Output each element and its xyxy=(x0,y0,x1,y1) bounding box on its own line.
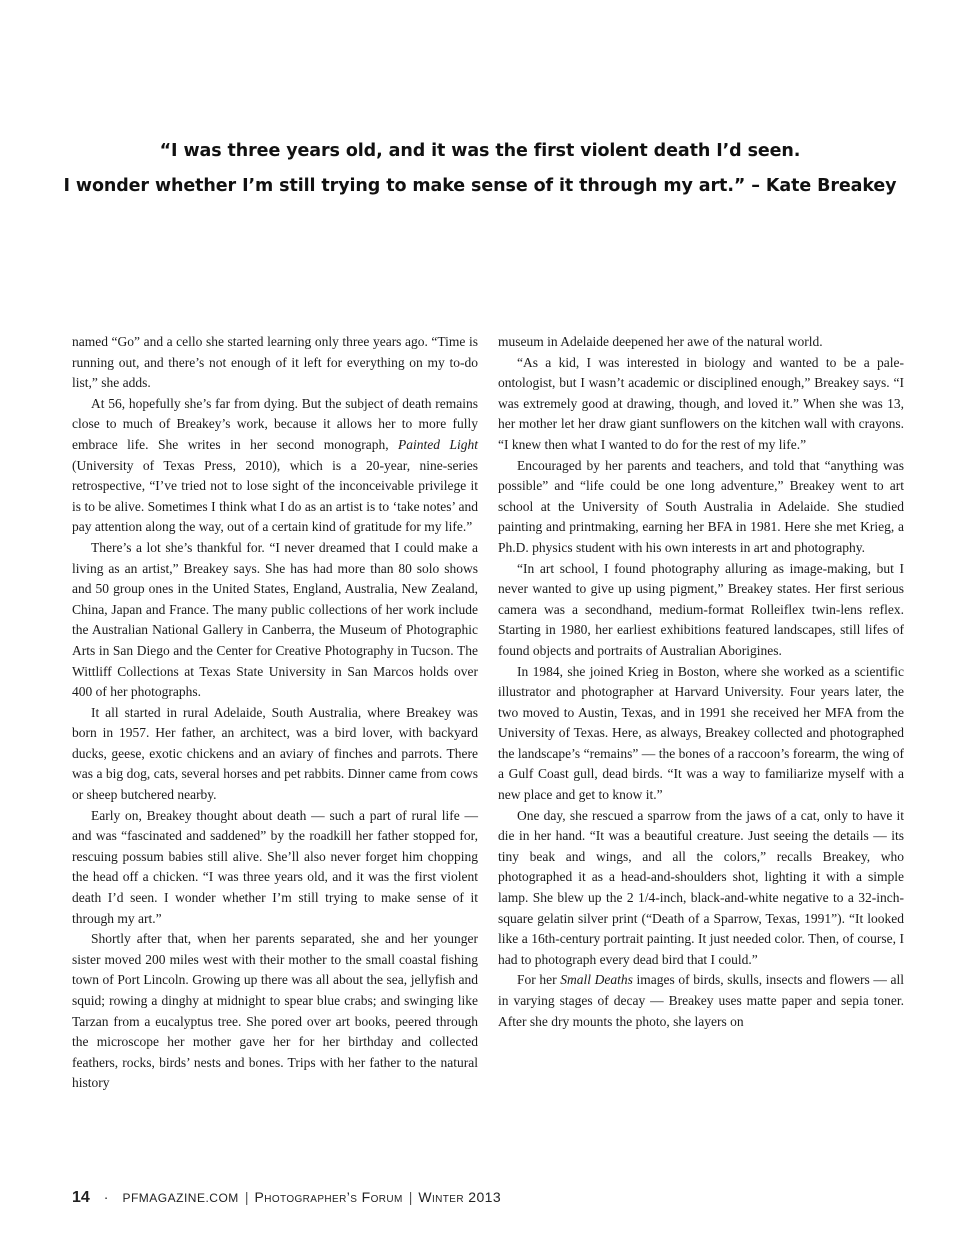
paragraph: museum in Adelaide deepened her awe of the natural world. xyxy=(498,334,823,349)
right-column xyxy=(498,332,904,1032)
footer-divider: | xyxy=(408,1189,413,1205)
paragraph: Shortly after that, when her parents separated, she and her younger sister moved 200 miles west with their mother to the small coastal fishing town of Port Lincoln. Growing up there was all about the sea, jellyfish and squid; rowing a dinghy at midnight to spear blue crabs; and swinging like Tarzan from a eucalyptus tree. She pored over art books, peered through the microscope her mother gave her for her birthday and collected feathers, rocks, birds’ nests and bones. Trips with her father to the natural history xyxy=(72,931,478,1091)
footer-separator: · xyxy=(103,1189,109,1205)
pull-quote-line-1: “I was three years old, and it was the first violent death I’d seen. xyxy=(159,141,801,161)
paragraph: For her Small Deaths images of birds, skulls, insects and flowers — all in varying stages of decay — Breakey uses matte paper and sepia toner. After she dry mounts the photo, she layers on xyxy=(498,972,904,1029)
paragraph: It all started in rural Adelaide, South Australia, where Breakey was born in 1957. Her father, an architect, was a bird lover, with backyard ducks, geese, exotic chickens and an aviary of finches and parrots. There was a big dog, cats, several horses and pet rabbits. Dinner came from cows or sheep butchered nearby. xyxy=(72,704,478,803)
page-number: 14 xyxy=(72,1189,90,1206)
pull-quote xyxy=(0,134,960,204)
book-title: Painted Light xyxy=(398,436,478,452)
paragraph: Early on, Breakey thought about death — such a part of rural life — and was “fascinated and saddened” by the roadkill her father stopped for, rescuing possum babies still alive. She’ll also never forget him chopping the head off a chicken. “I was three years old, and it was the first violent death I’d seen. I wonder whether I’m still trying to make sense of it through my art.” xyxy=(72,807,478,926)
series-title: Small Deaths xyxy=(560,972,633,988)
paragraph: One day, she rescued a sparrow from the jaws of a cat, only to have it die in her hand. “It was a beautiful creature. Just seeing the details — its tiny beak and wings, and all the colors,” recalls Breakey, who photographed it as a head-and-shoulders shot, lighting it with a simple lamp. She blew up the 2 1/4-inch, black-and-white negative to a 32-inch-square gelatin silver print (“Death of a Sparrow, Texas, 1991”). “It looked like a 16th-century portrait painting. It just needed color. Then, of course, I had to photograph every dead bird that I could.” xyxy=(498,807,904,967)
footer-website: PFMAGAZINE.COM xyxy=(122,1191,239,1205)
paragraph: Encouraged by her parents and teachers, and told that “anything was possible” and “life could be one long adventure,” Breakey went to art school at the University of South Australia in Adelaide. She studied painting and printmaking, earning her BFA in 1981. Here she met Krieg, a Ph.D. physics student with his own interests in art and photography. xyxy=(498,457,904,555)
footer-publication: Photographer’s Forum xyxy=(254,1189,403,1205)
paragraph: There’s a lot she’s thankful for. “I never dreamed that I could make a living as an artist,” Breakey says. She has had more than 80 solo shows and 50 group ones in the United States, England, Australia, New Zealand, China, Japan and France. The many public collections of her work include the Australian National Gallery in Canberra, the Museum of Photographic Arts in San Diego and the Center for Creative Photography in Tucson. The Wittliff Collections at Texas State University in San Marcos holds over 400 of her photographs. xyxy=(72,539,478,700)
paragraph: “As a kid, I was interested in biology and wanted to be a paleontologist, but I wasn’t academic or disciplined enough,” Breakey says. “I was extremely good at drawing, though, and loved it.” When she was 13, her mother let her draw giant sunflowers on the kitchen wall with crayons. “I knew then what I wanted to do for the rest of my life.” xyxy=(498,354,904,452)
footer-divider: | xyxy=(244,1189,249,1205)
paragraph: At 56, hopefully she’s far from dying. But the subject of death remains close to much of Breakey’s work, because it allows her to more fully embrace life. She writes in her second monograph, Painted Light (University of Texas Press, 2010), which is a 20-year, nine-series retrospective, “I’ve tried not to lose sight of the inconceivable privilege it is to be alive. Sometimes I think what I do as an artist is to ‘take notes’ and pay attention along the way, out of a certain kind of gratitude for my life.” xyxy=(72,395,478,535)
paragraph: named “Go” and a cello she started learning only three years ago. “Time is running out, and there’s not enough of it left for everything on my to-do list,” she adds. xyxy=(72,334,478,391)
left-column xyxy=(72,332,478,1094)
paragraph: In 1984, she joined Krieg in Boston, where she worked as a scientific illustrator and photographer at Harvard University. Four years later, the two moved to Austin, Texas, and in 1991 she received her MFA from the University of Texas. Here, as always, Breakey collected and photographed the landscape’s “remains” — the bones of a raccoon’s forearm, the wing of a Gulf Coast gull, dead birds. “It was a way to familiarize myself with a new place and get to know it.” xyxy=(498,663,904,803)
pull-quote-line-2: I wonder whether I’m still trying to make sense of it through my art.” – Kate Breakey xyxy=(63,176,897,196)
paragraph: “In art school, I found photography alluring as image-making, but I never wanted to give up using pigment,” Breakey states. Her first serious camera was a secondhand, medium-format Rolleiflex twin-lens reflex. Starting in 1980, her earliest exhibitions featured landscapes, still lifes of found objects and portraits of Australian Aborigines. xyxy=(498,560,904,658)
page-footer xyxy=(72,1189,501,1207)
footer-issue: Winter 2013 xyxy=(418,1189,502,1205)
